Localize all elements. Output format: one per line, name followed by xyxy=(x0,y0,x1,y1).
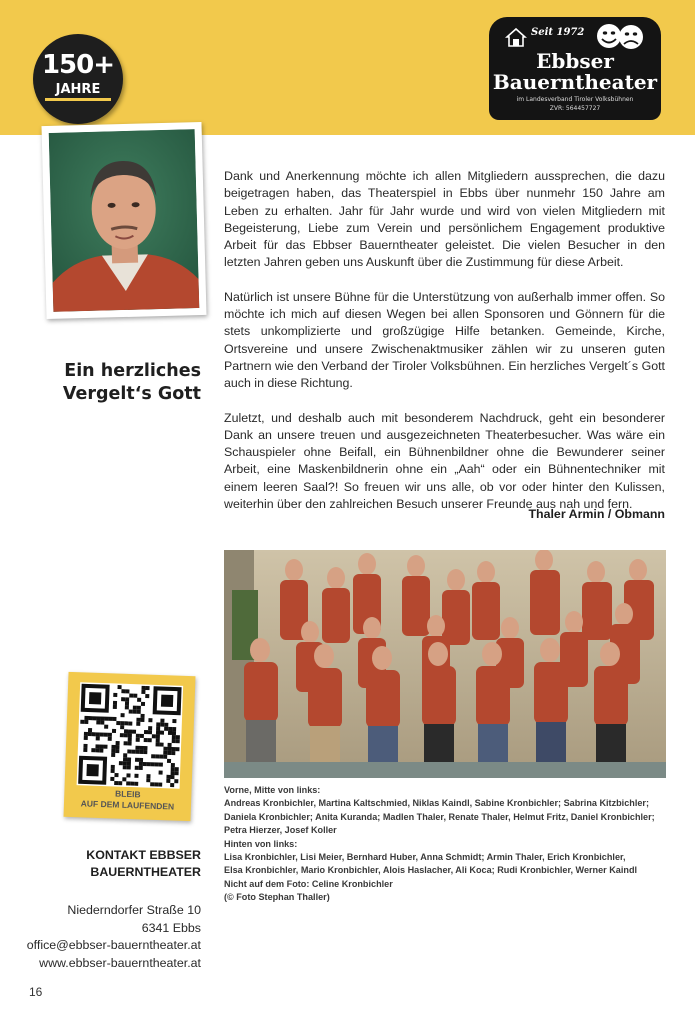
caption-line: Daniela Kronbichler; Anita Kuranda; Madlen Thaler, Renate Thaler, Helmut Fritz, Daniel Kronbichler; xyxy=(224,811,655,822)
portrait-image xyxy=(49,129,200,312)
logo-zvr: ZVR: 564457727 xyxy=(549,105,601,112)
caption-line: Petra Hierzer, Josef Koller xyxy=(224,825,337,836)
caption-line: Vorne, Mitte von links: xyxy=(224,785,321,795)
contact-street: Niederndorfer Straße 10 xyxy=(67,903,201,917)
contact-website-link[interactable]: www.ebbser-bauerntheater.at xyxy=(39,955,201,970)
photo-caption xyxy=(224,784,684,905)
contact-heading-line1: KONTAKT EBBSER xyxy=(86,848,201,862)
contact-city: 6341 Ebbs xyxy=(141,920,201,935)
contact-details xyxy=(20,902,201,972)
logo-since: Seit 1972 xyxy=(531,27,585,38)
qr-card[interactable] xyxy=(64,672,196,821)
body-paragraph-1: Dank und Anerkennung möchte ich allen Mitgliedern aussprechen, die dazu beigetragen haben, das Theaterspiel in Ebbs über nunmehr 150 Jahre am Leben zu erhalten. Jahr für Jahr wurde und wird von vielen Mitgliedern mit Begeisterung, Liebe zum Verein und persönlichem Engagement produktive Arbeit für das Ebbser Bauerntheater geleistet. Die vielen Besucher in den letzten Jahren geben uns Auskunft über die Zustimmung für diese Arbeit. xyxy=(224,169,665,270)
side-heading-line2: Vergelt‘s Gott xyxy=(62,384,201,404)
logo-name xyxy=(489,51,661,93)
qr-code[interactable] xyxy=(77,682,184,789)
house-icon xyxy=(505,27,527,47)
theater-masks-icon xyxy=(591,23,649,49)
qr-code-icon xyxy=(77,682,184,789)
article-body xyxy=(224,168,665,513)
body-paragraph-3: Zuletzt, und deshalb auch mit besonderem Nachdruck, geht ein besonderer Dank an unsere treuen und ausgezeichneten Theaterbesucher. Was wäre ein Schauspieler ohne Beifall, ein Bühnenbildner ohne die Bewunderer seiner Arbeit, eine Maskenbildnerin ohne ein „Aah“ oder ein Bühnentechniker mit einem leeren Saal?! So freuen wir uns alle, ob vor oder hinter den Kulissen, weiterhin über den zahlreichen Besuch unserer Freunde aus nah und fern. xyxy=(224,410,665,512)
portrait-photo xyxy=(42,122,207,319)
caption-line: Lisa Kronbichler, Lisi Meier, Bernhard Huber, Anna Schmidt; Armin Thaler, Erich Kronbichler, xyxy=(224,852,626,863)
qr-label-line1: BLEIB xyxy=(114,788,141,800)
signature: Thaler Armin / Obmann xyxy=(528,507,665,521)
contact-email-link[interactable]: office@ebbser-bauerntheater.at xyxy=(26,938,201,952)
anniversary-badge xyxy=(33,34,123,124)
badge-word: JAHRE xyxy=(45,82,111,101)
caption-line: Elsa Kronbichler, Mario Kronbichler, Alois Haslacher, Ali Koca; Rudi Kronbichler, Werner Kaindl xyxy=(224,865,638,876)
caption-line: Andreas Kronbichler, Martina Kaltschmied, Niklas Kaindl, Sabine Kronbichler; Sabrina Kitzbichler; xyxy=(224,798,649,809)
qr-label xyxy=(64,787,192,813)
badge-number: 150+ xyxy=(41,50,115,80)
caption-line: Hinten von links: xyxy=(224,838,298,849)
group-photo xyxy=(224,550,666,778)
caption-line: (© Foto Stephan Thaller) xyxy=(224,892,330,903)
logo-name-line1: Ebbser xyxy=(536,49,614,73)
caption-line: Nicht auf dem Foto: Celine Kronbichler xyxy=(224,878,393,889)
side-heading-line1: Ein herzliches xyxy=(64,361,201,381)
contact-heading-line2: BAUERNTHEATER xyxy=(90,865,201,879)
theater-logo[interactable] xyxy=(489,17,661,120)
logo-subtitle: im Landesverband Tiroler Volksbühnen xyxy=(516,96,634,103)
logo-name-line2: Bauerntheater xyxy=(492,70,658,94)
contact-heading xyxy=(40,847,201,881)
qr-label-line2: AUF DEM LAUFENDEN xyxy=(80,798,175,812)
side-heading xyxy=(40,360,201,406)
page-number: 16 xyxy=(29,985,43,999)
body-paragraph-2: Natürlich ist unsere Bühne für die Unterstützung von außerhalb immer offen. So möchte ich mich auf diesen Wegen bei allen Sponsoren und Gönnern für die stets unkomplizierte und großzügige Hilfe betanken. Gemeinde, Kirche, Ortsvereine und unsere Zwischenaktmusiker zählen wir zu unseren guten Partnern wie den Verband der Tiroler Volksbühnen. Ein herzliches Vergelt´s Gott auch in diese Richtung. xyxy=(224,289,665,391)
